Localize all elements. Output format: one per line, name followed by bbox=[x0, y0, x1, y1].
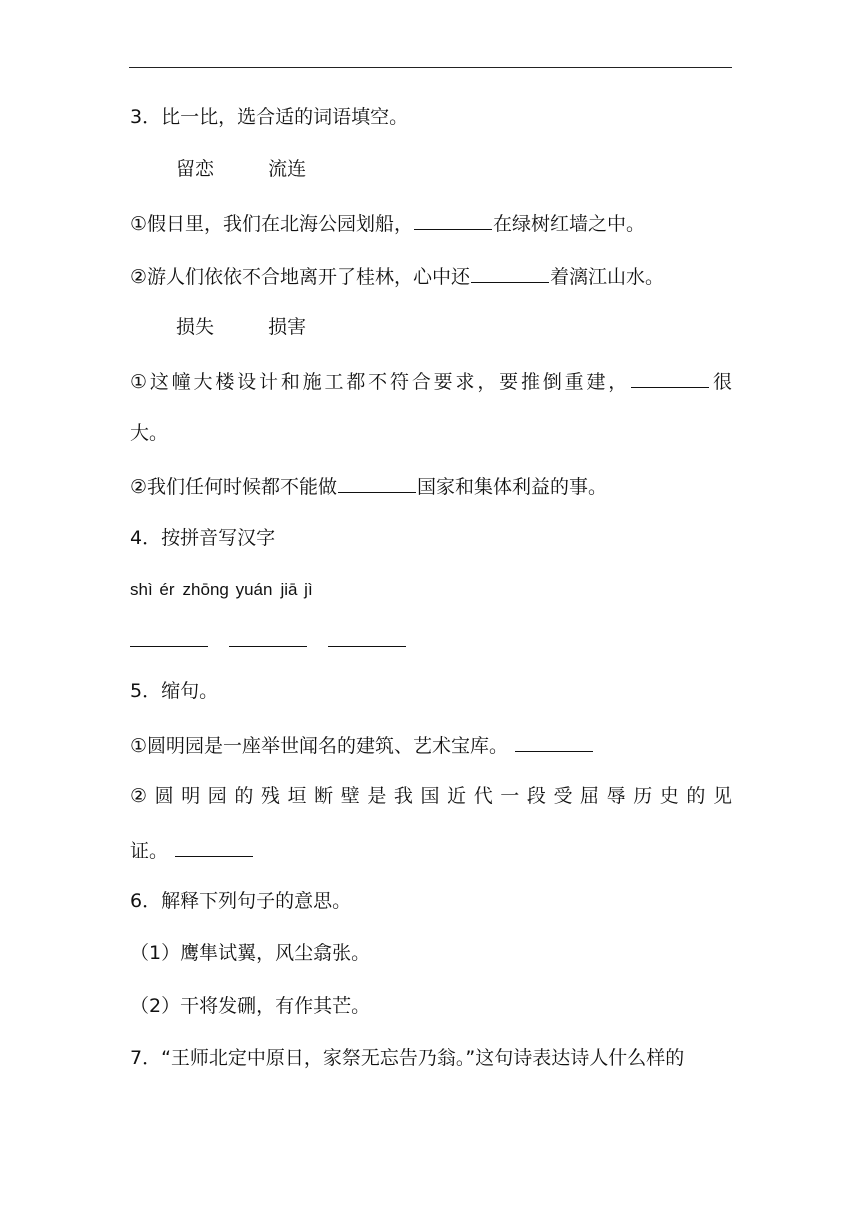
q3-sentence-3 bbox=[130, 367, 732, 395]
pinyin-item: shì ér bbox=[130, 580, 175, 599]
q3-sentence-1 bbox=[130, 209, 732, 237]
answer-blank[interactable] bbox=[229, 626, 307, 647]
q5-sentence-2-cont bbox=[130, 836, 732, 864]
q4-title: 4．按拼音写汉字 bbox=[130, 527, 276, 549]
sentence-text: 证。 bbox=[130, 840, 169, 862]
q4-answer-blanks bbox=[130, 626, 732, 654]
q5-sentence-1 bbox=[130, 731, 732, 759]
word-choice: 损害 bbox=[268, 316, 307, 338]
sentence-text: 着漓江山水。 bbox=[550, 266, 665, 288]
pinyin-item: jiā jì bbox=[280, 580, 313, 599]
answer-blank[interactable] bbox=[328, 626, 406, 647]
word-choice: 损失 bbox=[176, 316, 215, 338]
sentence-text: ②游人们依依不合地离开了桂林，心中还 bbox=[130, 266, 471, 288]
header-rule bbox=[129, 67, 732, 68]
fill-blank[interactable] bbox=[631, 367, 709, 388]
fill-blank[interactable] bbox=[175, 836, 253, 857]
q3-title: 3．比一比，选合适的词语填空。 bbox=[130, 106, 409, 128]
q3-word-choices-1 bbox=[176, 156, 778, 182]
pinyin-item: zhōng yuán bbox=[182, 580, 273, 599]
q3-sentence-2 bbox=[130, 262, 732, 290]
fill-blank[interactable] bbox=[471, 262, 549, 283]
q6-sentence-2: （2）干将发硎，有作其芒。 bbox=[130, 995, 371, 1017]
q3-sentence-4 bbox=[130, 472, 732, 500]
q6-sentence-1: （1）鹰隼试翼，风尘翕张。 bbox=[130, 942, 371, 964]
answer-blank[interactable] bbox=[130, 626, 208, 647]
q5-sentence-2: ②圆明园的残垣断壁是我国近代一段受屈辱历史的见 bbox=[130, 785, 732, 807]
sentence-text: ①圆明园是一座举世闻名的建筑、艺术宝库。 bbox=[130, 735, 509, 757]
q5-title: 5．缩句。 bbox=[130, 680, 219, 702]
sentence-text: 国家和集体利益的事。 bbox=[417, 476, 608, 498]
q7-title: 7．“王师北定中原日，家祭无忘告乃翁。”这句诗表达诗人什么样的 bbox=[130, 1047, 685, 1069]
q3-sentence-3-cont: 大。 bbox=[130, 422, 169, 444]
word-choice: 流连 bbox=[268, 158, 307, 180]
sentence-text: ①这幢大楼设计和施工都不符合要求，要推倒重建， bbox=[130, 371, 631, 393]
sentence-text: 在绿树红墙之中。 bbox=[493, 213, 646, 235]
word-choice: 留恋 bbox=[176, 158, 215, 180]
sentence-text: ①假日里，我们在北海公园划船， bbox=[130, 213, 414, 235]
sentence-text: ②我们任何时候都不能做 bbox=[130, 476, 338, 498]
fill-blank[interactable] bbox=[338, 472, 416, 493]
fill-blank[interactable] bbox=[515, 731, 593, 752]
fill-blank[interactable] bbox=[414, 209, 492, 230]
q4-pinyin-row bbox=[130, 577, 732, 603]
q3-word-choices-2 bbox=[176, 314, 778, 340]
sentence-text: 很 bbox=[710, 371, 732, 393]
q6-title: 6．解释下列句子的意思。 bbox=[130, 890, 352, 912]
